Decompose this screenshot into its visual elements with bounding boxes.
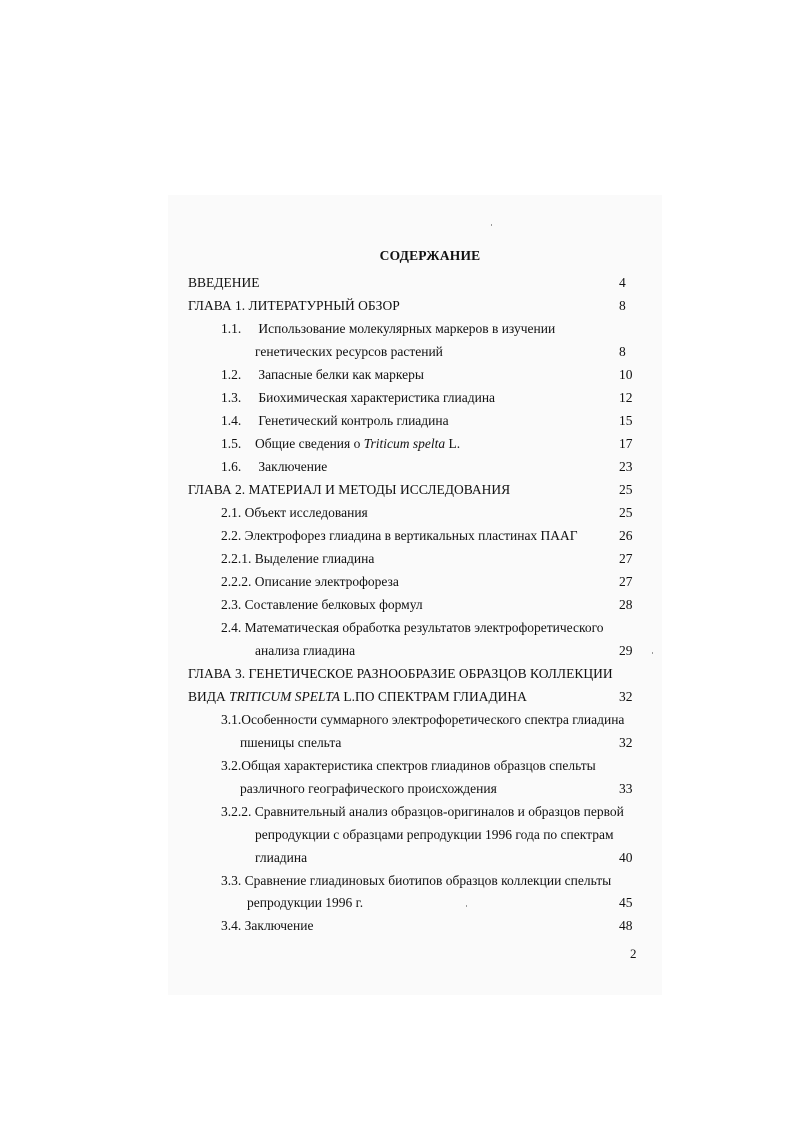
toc-page-number: 27 xyxy=(619,551,633,566)
toc-section-3-2-2: 3.2.2. Сравнительный анализ образцов-оригиналов и образцов первой xyxy=(221,804,624,819)
section-title: Заключение xyxy=(258,459,328,474)
toc-page-number: 29 xyxy=(619,643,633,658)
toc-section-3-2: 3.2.Общая характеристика спектров глиадинов образцов спельты xyxy=(221,758,596,773)
toc-page-number: 48 xyxy=(619,918,633,933)
toc-page-number: 45 xyxy=(619,895,633,910)
section-number: 1.4. xyxy=(221,413,242,428)
toc-page-number: 12 xyxy=(619,390,633,405)
section-title: Общие сведения о xyxy=(255,436,364,451)
toc-title: СОДЕРЖАНИЕ xyxy=(379,248,481,263)
toc-page-number: 4 xyxy=(619,275,626,290)
toc-page-number: 32 xyxy=(619,689,633,704)
toc-page-number: 8 xyxy=(619,298,626,313)
toc-section-1-6 xyxy=(221,459,327,475)
chapter-3-prefix: ВИДА xyxy=(188,689,230,704)
toc-chapter-3-continued xyxy=(188,689,527,705)
toc-section-2-4-continued: анализа глиадина xyxy=(255,643,356,658)
scan-speck xyxy=(652,652,653,654)
toc-section-3-3-continued: репродукции 1996 г. xyxy=(247,895,364,910)
toc-page-number: 15 xyxy=(619,413,633,428)
toc-entry-introduction: ВВЕДЕНИЕ xyxy=(188,275,260,290)
toc-section-1-1 xyxy=(221,321,555,337)
toc-page-number: 32 xyxy=(619,735,633,750)
toc-section-3-2-2-continued: репродукции с образцами репродукции 1996 года по спектрам xyxy=(255,827,614,842)
toc-section-1-3 xyxy=(221,390,495,406)
species-name: TRITICUM SPELTA xyxy=(229,689,340,704)
toc-section-1-4 xyxy=(221,413,449,429)
section-title: Биохимическая характеристика глиадина xyxy=(258,390,496,405)
scan-speck xyxy=(466,905,467,907)
toc-chapter-2: ГЛАВА 2. МАТЕРИАЛ И МЕТОДЫ ИССЛЕДОВАНИЯ xyxy=(188,482,511,497)
toc-page-number: 40 xyxy=(619,850,633,865)
chapter-3-suffix: L.ПО СПЕКТРАМ ГЛИАДИНА xyxy=(339,689,527,704)
toc-section-2-2: 2.2. Электрофорез глиадина в вертикальных пластинах ПААГ xyxy=(221,528,578,543)
scan-speck xyxy=(491,224,492,226)
toc-page-number: 25 xyxy=(619,505,633,520)
page-number: 2 xyxy=(630,946,637,961)
section-number: 1.3. xyxy=(221,390,242,405)
toc-section-1-1-continued: генетических ресурсов растений xyxy=(255,344,443,359)
toc-page-number: 8 xyxy=(619,344,626,359)
toc-section-3-1: 3.1.Особенности суммарного электрофоретического спектра глиадина xyxy=(221,712,625,727)
toc-section-3-2-continued: различного географического происхождения xyxy=(240,781,497,796)
section-number: 1.6. xyxy=(221,459,242,474)
toc-section-2-3: 2.3. Составление белковых формул xyxy=(221,597,423,612)
species-name: Triticum spelta xyxy=(363,436,446,451)
section-number: 1.2. xyxy=(221,367,242,382)
toc-page-number: 25 xyxy=(619,482,633,497)
section-number: 1.1. xyxy=(221,321,242,336)
toc-section-3-4: 3.4. Заключение xyxy=(221,918,314,933)
section-title: Запасные белки как маркеры xyxy=(258,367,424,382)
toc-page-number: 33 xyxy=(619,781,633,796)
toc-section-2-2-1: 2.2.1. Выделение глиадина xyxy=(221,551,375,566)
toc-chapter-1: ГЛАВА 1. ЛИТЕРАТУРНЫЙ ОБЗОР xyxy=(188,298,400,313)
toc-section-3-2-2-continued: глиадина xyxy=(255,850,308,865)
toc-section-3-3: 3.3. Сравнение глиадиновых биотипов образцов коллекции спельты xyxy=(221,873,612,888)
toc-page-number: 28 xyxy=(619,597,633,612)
section-number: 1.5. xyxy=(221,436,242,451)
toc-section-2-1: 2.1. Объект исследования xyxy=(221,505,368,520)
toc-section-3-1-continued: пшеницы спельта xyxy=(240,735,342,750)
toc-section-1-5 xyxy=(221,436,460,452)
section-title: Генетический контроль глиадина xyxy=(258,413,449,428)
toc-chapter-3: ГЛАВА 3. ГЕНЕТИЧЕСКОЕ РАЗНООБРАЗИЕ ОБРАЗЦОВ КОЛЛЕКЦИИ xyxy=(188,666,613,681)
toc-section-1-2 xyxy=(221,367,424,383)
toc-section-2-2-2: 2.2.2. Описание электрофореза xyxy=(221,574,399,589)
toc-page-number: 10 xyxy=(619,367,633,382)
species-author: L. xyxy=(445,436,461,451)
toc-page-number: 27 xyxy=(619,574,633,589)
toc-page-number: 26 xyxy=(619,528,633,543)
toc-section-2-4: 2.4. Математическая обработка результатов электрофоретического xyxy=(221,620,604,635)
toc-page-number: 17 xyxy=(619,436,633,451)
section-title: Использование молекулярных маркеров в изучении xyxy=(258,321,556,336)
toc-page-number: 23 xyxy=(619,459,633,474)
